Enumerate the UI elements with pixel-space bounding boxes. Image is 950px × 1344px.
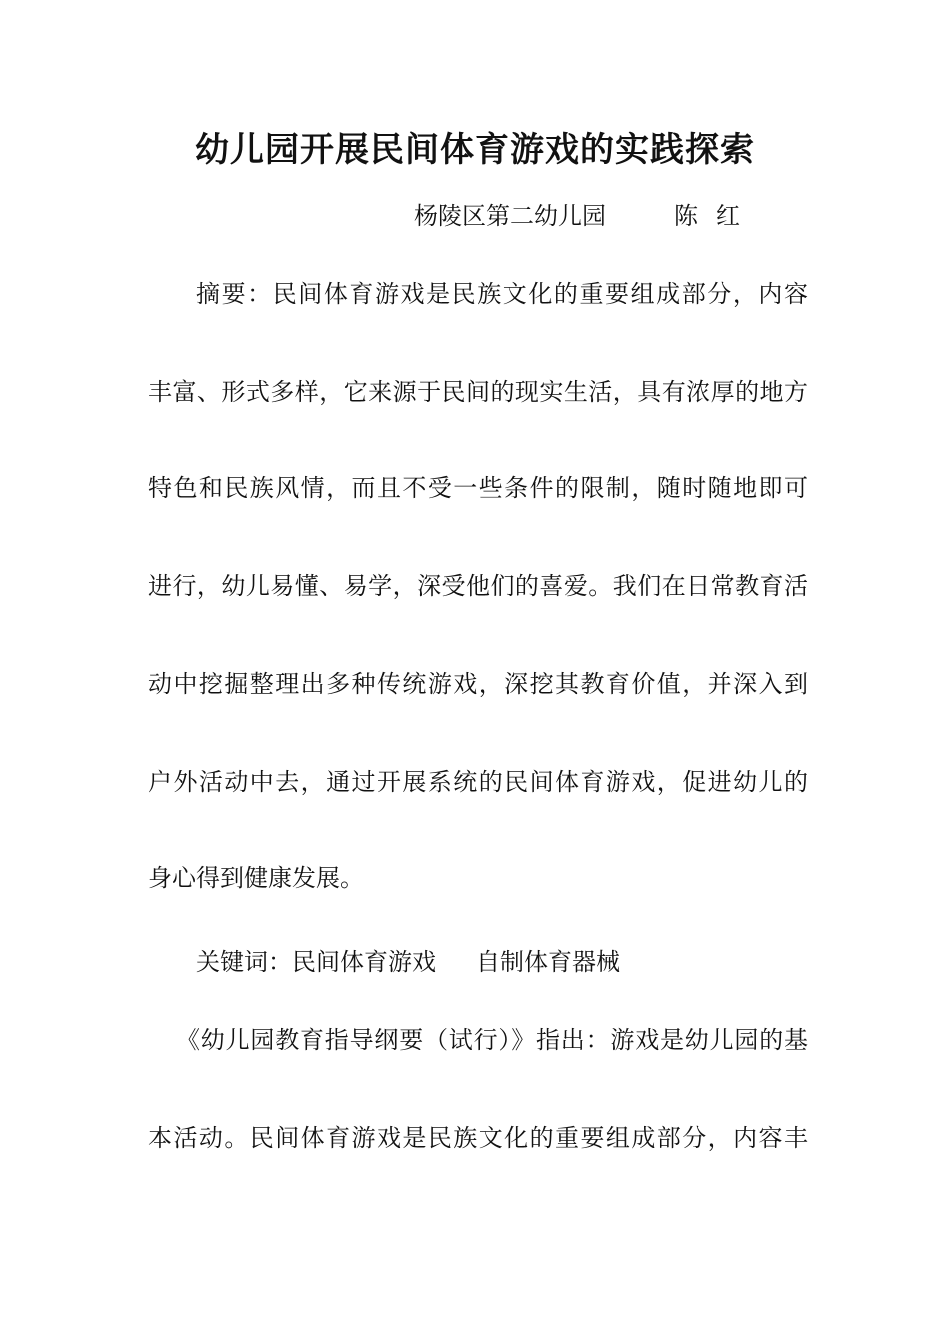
abstract-line: 进行，幼儿易懂、易学，深受他们的喜爱。我们在日常教育活 — [148, 572, 808, 600]
byline-author: 陈红 — [674, 202, 758, 230]
abstract-line: 动中挖掘整理出多种传统游戏，深挖其教育价值，并深入到 — [148, 670, 808, 698]
keyword-item: 自制体育器械 — [476, 948, 620, 976]
keywords-label: 关键词： — [196, 948, 292, 976]
body-line: 本活动。民间体育游戏是民族文化的重要组成部分，内容丰 — [148, 1124, 808, 1152]
keyword-item: 民间体育游戏 — [292, 948, 436, 976]
byline-organization: 杨陵区第二幼儿园 — [414, 202, 606, 230]
abstract-line: 摘要：民间体育游戏是民族文化的重要组成部分，内容 — [196, 280, 808, 308]
abstract-line: 身心得到健康发展。 — [148, 864, 364, 892]
document-title: 幼儿园开展民间体育游戏的实践探索 — [195, 130, 755, 170]
byline — [414, 198, 758, 234]
abstract-line: 户外活动中去，通过开展系统的民间体育游戏，促进幼儿的 — [148, 768, 808, 796]
abstract-line: 丰富、形式多样，它来源于民间的现实生活，具有浓厚的地方 — [148, 378, 808, 406]
body-line: 《幼儿园教育指导纲要（试行）》指出：游戏是幼儿园的基 — [176, 1026, 808, 1054]
keywords — [196, 944, 808, 980]
abstract-line: 特色和民族风情，而且不受一些条件的限制，随时随地即可 — [148, 474, 808, 502]
